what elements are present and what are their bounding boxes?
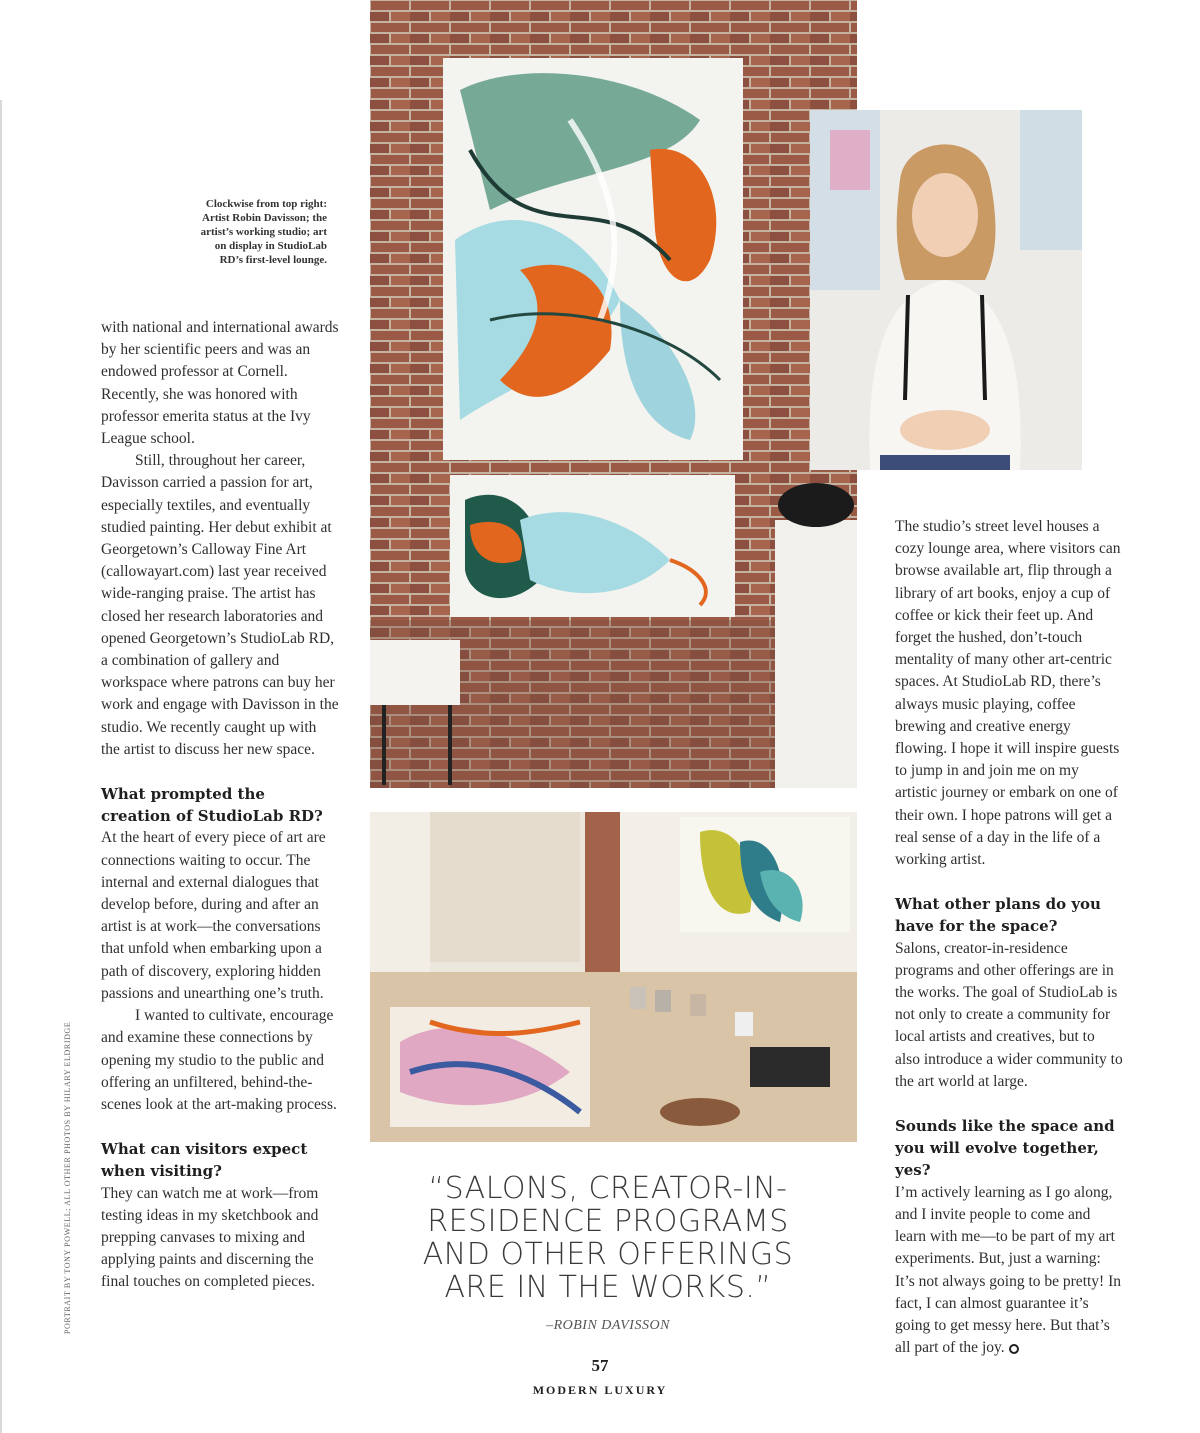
interview-question: What can visitors expect when visiting? xyxy=(101,1140,308,1181)
artist-portrait-photo xyxy=(810,110,1082,470)
photo-credit: PORTRAIT BY TONY POWELL; ALL OTHER PHOTOS BY HILARY ELDRIDGE xyxy=(63,1021,72,1334)
interview-answer: Salons, creator-in-residence programs and other offerings are in the works. The goal of StudioLab is not only to create a community for local artists and creatives, but to also introduce a wider community to the art world at large. xyxy=(895,939,1123,1090)
pull-quote-attribution: –ROBIN DAVISSON xyxy=(546,1318,670,1333)
interview-answer: I wanted to cultivate, encourage and examine these connections by opening my studio to the public and offering an unfiltered, behind-the-scenes look at the art-making process. xyxy=(101,1007,337,1113)
gallery-lounge-photo xyxy=(370,0,857,788)
interview-answer: They can watch me at work—from testing ideas in my sketchbook and prepping canvases to mixing and applying paints and discerning the final touches on completed pieces. xyxy=(101,1184,319,1291)
pull-quote: “SALONS, CREATOR-IN-RESIDENCE PROGRAMS AND OTHER OFFERINGS ARE IN THE WORKS.” xyxy=(422,1171,794,1305)
article-right-column xyxy=(895,516,1123,1359)
interview-question: Sounds like the space and you will evolve together, yes? xyxy=(895,1117,1115,1180)
body-paragraph: Still, throughout her career, Davisson carried a passion for art, especially textiles, and eventually studied painting. Her debut exhibit at Georgetown’s Calloway Fine Art (callowayart.com) last year received wide-ranging praise. The artist has closed her research laboratories and opened Georgetown’s StudioLab RD, a combination of gallery and workspace where patrons can buy her work and engage with Davisson in the studio. We recently caught up with the artist to discuss her new space. xyxy=(101,452,339,758)
interview-answer: At the heart of every piece of art are connections waiting to occur. The internal and external dialogues that develop before, during and after an artist is at work—the conversations that unfold when embarking upon a path of discovery, exploring hidden passions and unearthing one’s truth. xyxy=(101,829,326,1002)
interview-question: What other plans do you have for the space? xyxy=(895,895,1101,936)
end-of-article-icon xyxy=(1009,1344,1019,1354)
page-edge-rule xyxy=(0,100,2,1433)
article-left-column xyxy=(101,317,339,1294)
photo-caption: Clockwise from top right: Artist Robin Davisson; the artist’s working studio; art on display in StudioLab RD’s first-level lounge. xyxy=(200,198,327,266)
abstract-painting-upper xyxy=(443,58,743,460)
body-paragraph: The studio’s street level houses a cozy lounge area, where visitors can browse available art, flip through a library of art books, enjoy a cup of coffee or kick their feet up. And forget the hushed, don’t-touch mentality of many other art-centric spaces. At StudioLab RD, there’s always music playing, coffee brewing and creative energy flowing. I hope it will inspire guests to jump in and join me on my artistic journey or embark on one of their own. I hope patrons will get a real sense of a day in the life of a working artist. xyxy=(895,518,1121,869)
interview-answer xyxy=(895,1182,1123,1360)
abstract-painting-lower xyxy=(450,475,735,617)
working-studio-photo xyxy=(370,812,857,1142)
interview-question: What prompted the creation of StudioLab RD? xyxy=(101,785,323,826)
body-paragraph: with national and international awards by her scientific peers and was an endowed professor at Cornell. Recently, she was honored with professor emerita status at the Ivy League school. xyxy=(101,319,339,448)
page-number: 57 xyxy=(591,1356,609,1375)
publication-name: MODERN LUXURY xyxy=(532,1383,668,1397)
final-answer-text: I’m actively learning as I go along, and I invite people to come and learn with me—to be part of my art experiments. But, just a warning: It’s not always going to be pretty! In fact, I can almost guarantee it’s going to get messy here. But that’s all part of the joy. xyxy=(895,1183,1121,1357)
